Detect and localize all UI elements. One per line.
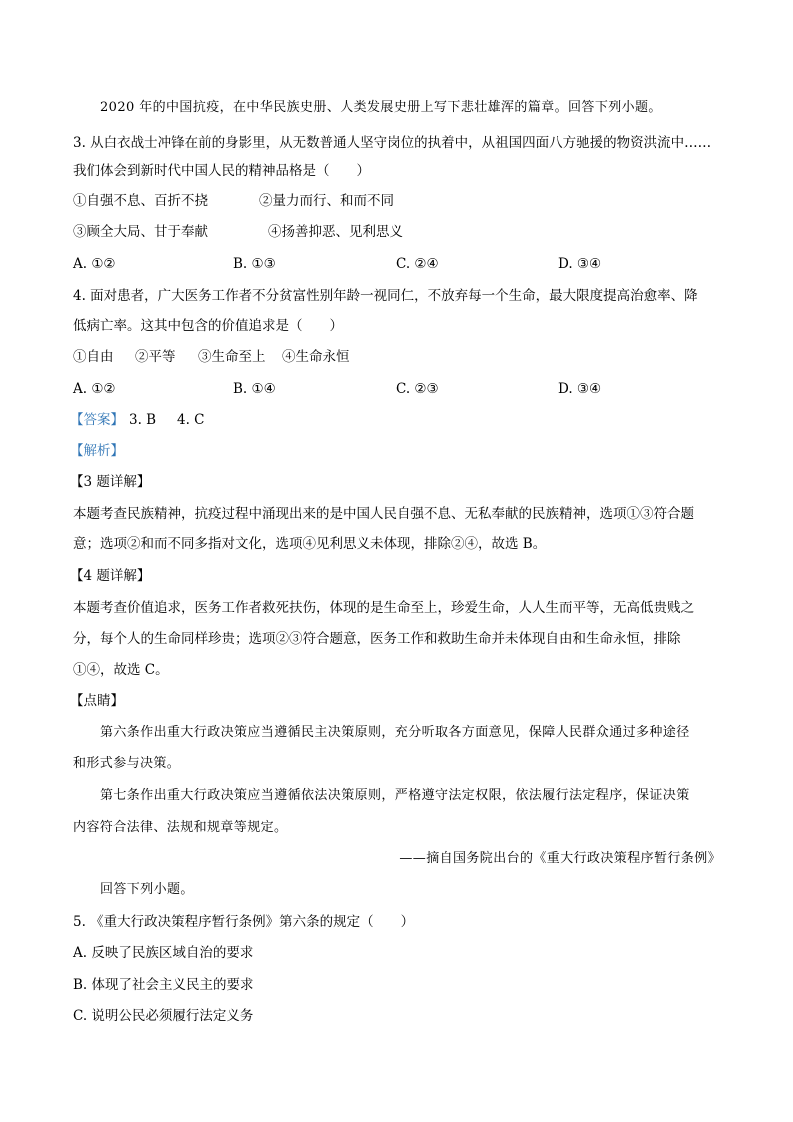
detail4-line1: 本题考查价值追求，医务工作者救死扶伤，体现的是生命至上，珍爱生命，人人生而平等，无高低贵贱之 bbox=[73, 600, 694, 616]
q5-option-c: C. 说明公民必须履行法定义务 bbox=[73, 1008, 254, 1024]
answer-q4: 4. C bbox=[177, 412, 205, 428]
detail3-label: 【3 题详解】 bbox=[70, 474, 151, 490]
q3-option-a: A. ①② bbox=[73, 256, 116, 272]
q4-item-2: ②平等 bbox=[135, 349, 176, 365]
q3-stem-line2: 我们体会到新时代中国人民的精神品格是（ ） bbox=[73, 163, 370, 179]
q3-stem-line1: 3. 从白衣战士冲锋在前的身影里，从无数普通人坚守岗位的执着中，从祖国四面八方驰援的物资洪流中…… bbox=[73, 135, 712, 151]
q3-option-c: C. ②④ bbox=[396, 256, 439, 272]
q4-item-4: ④生命永恒 bbox=[282, 349, 350, 365]
q4-item-1: ①自由 bbox=[73, 349, 114, 365]
q3-item-3: ③顾全大局、甘于奉献 bbox=[73, 224, 208, 240]
q3-option-d: D. ③④ bbox=[558, 256, 602, 272]
material-p2-line2: 内容符合法律、法规和规章等规定。 bbox=[73, 820, 288, 835]
intro-text: 2020 年的中国抗疫，在中华民族史册、人类发展史册上写下悲壮雄浑的篇章。回答下列小题。 bbox=[100, 100, 662, 115]
material-p1-line1: 第六条作出重大行政决策应当遵循民主决策原则，充分听取各方面意见，保障人民群众通过多种途径 bbox=[100, 725, 690, 740]
answer-q3: 3. B bbox=[129, 412, 157, 428]
detail3-line2: 意；选项②和而不同多指对文化，选项④见利思义未体现，排除②④，故选 B。 bbox=[73, 536, 547, 552]
material-prompt: 回答下列小题。 bbox=[100, 882, 194, 897]
q4-option-d: D. ③④ bbox=[558, 381, 602, 397]
q5-option-b: B. 体现了社会主义民主的要求 bbox=[73, 977, 254, 993]
q3-item-1: ①自强不息、百折不挠 bbox=[73, 193, 208, 209]
q3-item-4: ④扬善抑恶、见利思义 bbox=[268, 224, 403, 240]
material-p2-line1: 第七条作出重大行政决策应当遵循依法决策原则，严格遵守法定权限，依法履行法定程序，保证决策 bbox=[100, 788, 690, 803]
q5-option-a: A. 反映了民族区域自治的要求 bbox=[73, 945, 254, 961]
material-p1-line2: 和形式参与决策。 bbox=[73, 756, 181, 771]
detail4-label: 【4 题详解】 bbox=[70, 568, 151, 584]
q4-option-b: B. ①④ bbox=[233, 381, 276, 397]
q4-item-3: ③生命至上 bbox=[198, 349, 266, 365]
detail4-line2: 分，每个人的生命同样珍贵；选项②③符合题意，医务工作和救助生命并未体现自由和生命永恒，排除 bbox=[73, 631, 681, 647]
detail3-line1: 本题考查民族精神，抗疫过程中涌现出来的是中国人民自强不息、无私奉献的民族精神，选项①③符合题 bbox=[73, 506, 694, 522]
detail4-line3: ①④，故选 C。 bbox=[73, 662, 169, 678]
q4-option-a: A. ①② bbox=[73, 381, 116, 397]
q4-stem-line2: 低病亡率。这其中包含的价值追求是（ ） bbox=[73, 318, 343, 334]
q4-stem-line1: 4. 面对患者，广大医务工作者不分贫富性别年龄一视同仁，不放弃每一个生命，最大限度提高治愈率、降 bbox=[73, 288, 698, 304]
analysis-label: 【解析】 bbox=[70, 443, 124, 459]
q3-item-2: ②量力而行、和而不同 bbox=[259, 193, 394, 209]
q3-option-b: B. ①③ bbox=[233, 256, 276, 272]
answer-label: 【答案】 bbox=[70, 412, 124, 428]
q4-option-c: C. ②③ bbox=[396, 381, 439, 397]
q5-stem: 5. 《重大行政决策程序暂行条例》第六条的规定（ ） bbox=[73, 914, 415, 930]
dianjing-label: 【点睛】 bbox=[70, 693, 124, 709]
material-source: ——摘自国务院出台的《重大行政决策程序暂行条例》 bbox=[399, 851, 721, 866]
